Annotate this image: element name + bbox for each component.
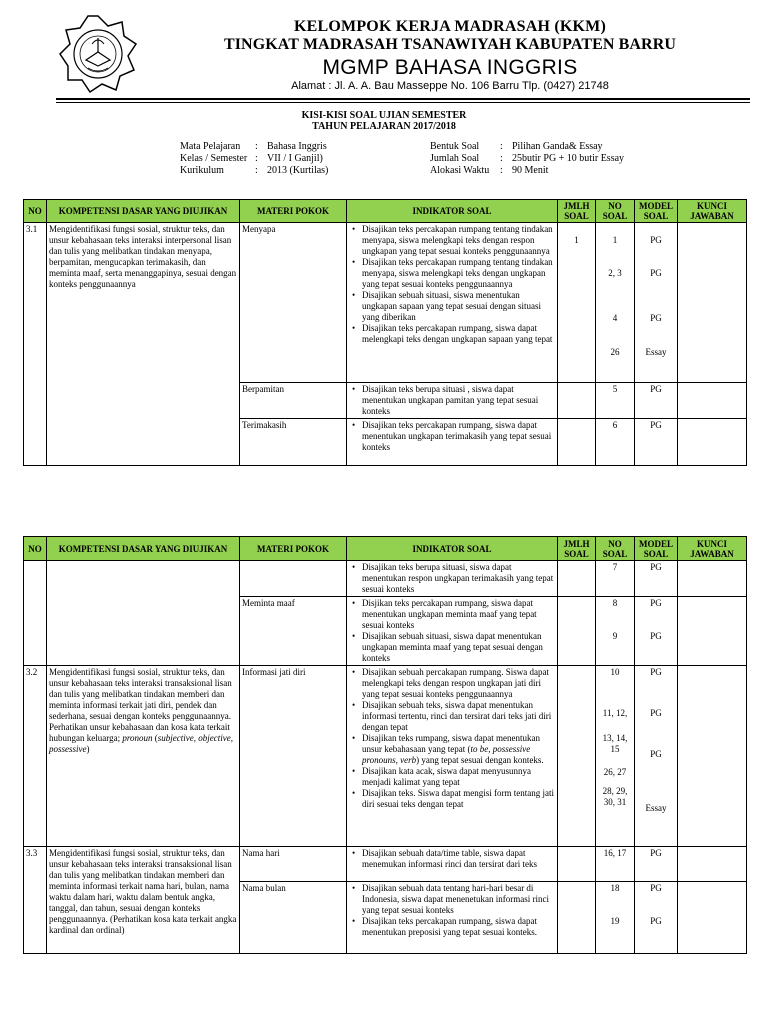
materi-cell: Nama bulan xyxy=(240,882,347,954)
indikator-item: • Disajikan teks berupa situasi, siswa dapat menentukan respon ungkapan terimakasih yang tepat sesuai konteks xyxy=(349,562,555,595)
kd-number: 3.2 xyxy=(24,666,47,847)
meta-key: Mata Pelajaran xyxy=(180,141,241,152)
col-header-kd: KOMPETENSI DASAR YANG DIUJIKAN xyxy=(47,537,240,561)
model-value: PG xyxy=(650,313,662,323)
kunci-cell xyxy=(678,223,747,383)
indikator-item: • Disjikan teks percakapan rumpang, siswa dapat menentukan ungkapan meminta maaf yang tepat sesuai konteks xyxy=(349,598,555,631)
col-header-materi: MATERI POKOK xyxy=(240,200,347,223)
indikator-item: • Disajikan sebuah data tentang hari-hari besar di Indonesia, siswa dapat menenetukan informasi rinci yang tepat sesuai konteks xyxy=(349,883,555,916)
model-value: PG xyxy=(650,708,662,718)
meta-value: 2013 (Kurtilas) xyxy=(267,165,329,176)
nosoal-cell: 7 xyxy=(596,561,635,597)
col-header-jmlh: JMLH SOAL xyxy=(558,200,596,223)
table-header-row xyxy=(24,200,747,223)
letterhead xyxy=(0,0,768,100)
meta-row: Jumlah Soal : 25butir PG + 10 butir Essay xyxy=(430,153,625,164)
indikator-item: • Disajikan teks percakapan rumpang tentang tindakan menyapa, siswa melengkapi teks dengan ungkapan yang tepat sesuai konteks penggunaannya xyxy=(349,257,555,290)
meta-right xyxy=(430,141,624,177)
model-cell: PG xyxy=(635,383,678,419)
meta-row: Alokasi Waktu : 90 Menit xyxy=(430,165,549,176)
meta-value: Bahasa Inggris xyxy=(267,141,327,152)
madrasah-emblem-icon xyxy=(58,14,138,94)
materi-cell: Terimakasih xyxy=(240,419,347,466)
model-value: PG xyxy=(650,883,662,893)
indikator-item: • Disajikan sebuah situasi, siswa menentukan ungkapan sapaan yang tepat sesuai dengan situasi yang diberikan xyxy=(349,290,555,323)
nosoal-value: 4 xyxy=(612,313,618,323)
nosoal-value: 10 xyxy=(610,667,620,677)
nosoal-value: 9 xyxy=(612,631,618,641)
nosoal-cell xyxy=(596,666,635,847)
model-value: PG xyxy=(650,631,662,641)
indikator-item: • Disajikan kata acak, siswa dapat menyusunnya menjadi kalimat yang tepat xyxy=(349,766,555,788)
indikator-item: • Disajikan teks percakapan rumpang, siswa dapat menentukan preposisi yang tepat sesuai konteks. xyxy=(349,916,555,938)
jmlh-cell xyxy=(558,847,596,882)
kunci-cell xyxy=(678,597,747,666)
col-header-indikator: INDIKATOR SOAL xyxy=(347,537,558,561)
model-cell xyxy=(635,882,678,954)
jmlh-cell xyxy=(558,383,596,419)
kunci-cell xyxy=(678,666,747,847)
kunci-cell xyxy=(678,847,747,882)
indikator-cell xyxy=(347,419,558,466)
materi-cell: Meminta maaf xyxy=(240,597,347,666)
header-district: TINGKAT MADRASAH TSANAWIYAH KABUPATEN BARRU xyxy=(223,36,677,53)
kd-text xyxy=(47,561,240,666)
nosoal-value: 2, 3 xyxy=(608,268,622,278)
materi-cell: Menyapa xyxy=(240,223,347,383)
jmlh-cell: 1 xyxy=(558,223,596,383)
table-row xyxy=(24,666,747,847)
col-header-no: NO xyxy=(24,537,47,561)
document-year: TAHUN PELAJARAN 2017/2018 xyxy=(312,121,456,132)
indikator-cell xyxy=(347,561,558,597)
meta-key: Jumlah Soal xyxy=(430,153,480,164)
nosoal-value: 1 xyxy=(612,235,618,245)
table-header-row xyxy=(24,537,747,561)
nosoal-cell xyxy=(596,223,635,383)
meta-value: 25butir PG + 10 butir Essay xyxy=(512,153,625,164)
kd-text: Mengidentifikasi fungsi sosial, struktur teks, dan unsur kebahasaan teks interaksi interpersonal lisan dan tulis yang melibatkan tindakan menyapa, berpamitan, mengucapkan terimakasih, dan meminta maaf, serta menanggapinya, sesuai dengan konteks penggunaannya xyxy=(47,223,240,466)
jmlh-cell xyxy=(558,597,596,666)
meta-row: Kurikulum : 2013 (Kurtilas) xyxy=(180,165,329,176)
materi-cell xyxy=(240,561,347,597)
kd-number: 3.1 xyxy=(24,223,47,466)
col-header-materi: MATERI POKOK xyxy=(240,537,347,561)
meta-left xyxy=(180,141,328,177)
col-header-no: NO xyxy=(24,200,47,223)
meta-row: Bentuk Soal : Pilihan Ganda& Essay xyxy=(430,141,603,152)
indikator-item: • Disajikan sebuah situasi, siswa dapat menentukan ungkapan meminta maaf yang tepat sesuai dengan konteks xyxy=(349,631,555,664)
col-header-model: MODEL SOAL xyxy=(635,200,678,223)
indikator-cell xyxy=(347,847,558,882)
model-value: PG xyxy=(650,268,662,278)
meta-row: Kelas / Semester : VII / I Ganjil) xyxy=(180,153,323,164)
kunci-cell xyxy=(678,561,747,597)
meta-row: Mata Pelajaran : Bahasa Inggris xyxy=(180,141,327,152)
kisi-kisi-table-2 xyxy=(23,536,747,954)
col-header-model: MODEL SOAL xyxy=(635,537,678,561)
model-cell xyxy=(635,597,678,666)
nosoal-value: 26 xyxy=(610,347,620,357)
indikator-item: • Disajikan sebuah data/time table, siswa dapat menemukan informasi rinci dan tersirat dari teks xyxy=(349,848,555,870)
model-cell: PG xyxy=(635,419,678,466)
col-header-nosoal: NO SOAL xyxy=(596,537,635,561)
indikator-cell xyxy=(347,383,558,419)
col-header-kunci: KUNCI JAWABAN xyxy=(678,537,747,561)
meta-value: 90 Menit xyxy=(512,165,549,176)
indikator-item: • Disajikan teks rumpang, siswa dapat menentukan unsur kebahasaan yang tepat (to be, possessive pronouns, verb) yang tepat sesuai dengan konteks. xyxy=(349,733,555,766)
model-value: PG xyxy=(650,916,662,926)
meta-value: Pilihan Ganda& Essay xyxy=(512,141,603,152)
model-value: PG xyxy=(650,598,662,608)
jmlh-cell xyxy=(558,882,596,954)
kunci-cell xyxy=(678,882,747,954)
indikator-cell xyxy=(347,597,558,666)
table-row xyxy=(24,561,747,597)
model-value: PG xyxy=(650,667,662,677)
col-header-indikator: INDIKATOR SOAL xyxy=(347,200,558,223)
model-value: Essay xyxy=(645,803,667,813)
nosoal-value: 19 xyxy=(610,916,620,926)
kd-text: Mengidentifikasi fungsi sosial, struktur teks, dan unsur kebahasaan teks interaksi transaksional lisan dan tulis yang melibatkan tindakan memberi dan meminta informasi terkait nama hari, bulan, nama waktu dalam hari, waktu dalam bentuk angka, tanggal, dan tahun, sesuai dengan konteks penggunaannya. (Perhatikan kosa kata terkait angka kardinal dan ordinal) xyxy=(47,847,240,954)
jmlh-cell xyxy=(558,561,596,597)
header-mgmp: MGMP BAHASA INGGRIS xyxy=(322,56,578,79)
materi-cell: Nama hari xyxy=(240,847,347,882)
header-divider xyxy=(56,98,750,100)
indikator-item: • Disajikan sebuah percakapan rumpang. Siswa dapat melengkapi teks dengan respon ungkapan jati diri yang tepat sesuai konteks penggunaannya xyxy=(349,667,555,700)
kd-number xyxy=(24,561,47,666)
document-title: KISI-KISI SOAL UJIAN SEMESTER xyxy=(301,110,467,121)
meta-key: Alokasi Waktu xyxy=(430,165,490,176)
nosoal-cell: 6 xyxy=(596,419,635,466)
header-kkm: KELOMPOK KERJA MADRASAH (KKM) xyxy=(293,18,606,35)
jmlh-cell xyxy=(558,666,596,847)
col-header-nosoal: NO SOAL xyxy=(596,200,635,223)
header-address: Alamat : Jl. A. A. Bau Masseppe No. 106 Barru Tlp. (0427) 21748 xyxy=(291,80,609,92)
indikator-cell xyxy=(347,666,558,847)
col-header-jmlh: JMLH SOAL xyxy=(558,537,596,561)
indikator-cell xyxy=(347,882,558,954)
jmlh-cell xyxy=(558,419,596,466)
meta-key: Kelas / Semester xyxy=(180,153,248,164)
indikator-item: • Disajikan teks berupa situasi , siswa dapat menentukan ungkapan pamitan yang tepat sesuai konteks xyxy=(349,384,555,417)
model-cell xyxy=(635,223,678,383)
nosoal-value: 13, 14, 15 xyxy=(602,733,628,754)
indikator-item: • Disajikan teks percakapan rumpang, siswa dapat melengkapi teks dengan ungkapan sapaan yang tepat xyxy=(349,323,555,345)
meta-key: Bentuk Soal xyxy=(430,141,480,152)
meta-key: Kurikulum xyxy=(180,165,224,176)
nosoal-cell: 16, 17 xyxy=(596,847,635,882)
meta-value: VII / I Ganjil) xyxy=(267,153,323,164)
indikator-item: • Disajikan teks percakapan rumpang, siswa dapat menentukan ungkapan terimakasih yang tepat sesuai konteks xyxy=(349,420,555,453)
model-value: PG xyxy=(650,749,662,759)
nosoal-value: 8 xyxy=(612,598,618,608)
nosoal-value: 11, 12, xyxy=(602,708,628,718)
kunci-cell xyxy=(678,419,747,466)
nosoal-value: 26, 27 xyxy=(603,767,627,777)
materi-cell: Berpamitan xyxy=(240,383,347,419)
kunci-cell xyxy=(678,383,747,419)
nosoal-cell: 5 xyxy=(596,383,635,419)
model-cell xyxy=(635,666,678,847)
table-row xyxy=(24,223,747,383)
indikator-cell xyxy=(347,223,558,383)
model-value: Essay xyxy=(645,347,667,357)
indikator-item: • Disajikan teks. Siswa dapat mengisi form tentang jati diri sesuai teks dengan tepat xyxy=(349,788,555,810)
indikator-item: • Disajikan teks percakapan rumpang tentang tindakan menyapa, siswa melengkapi teks dengan respon ungkapan yang tepat sesuai konteks penggunaannya xyxy=(349,224,555,257)
col-header-kunci: KUNCI JAWABAN xyxy=(678,200,747,223)
nosoal-cell xyxy=(596,597,635,666)
indikator-item: • Disajikan sebuah teks, siswa dapat menentukan informasi tertentu, rinci dan tersirat dari teks jati diri dengan tepat xyxy=(349,700,555,733)
kd-number: 3.3 xyxy=(24,847,47,954)
materi-cell: Informasi jati diri xyxy=(240,666,347,847)
col-header-kd: KOMPETENSI DASAR YANG DIUJIKAN xyxy=(47,200,240,223)
model-value: PG xyxy=(650,235,662,245)
table-row xyxy=(24,847,747,882)
kd-text: Mengidentifikasi fungsi sosial, struktur teks, dan unsur kebahasaan teks interaksi transaksional lisan dan tulis yang melibatkan tindakan memberi dan meminta informasi terkait jati diri, pendek dan sederhana, sesuai dengan konteks penggunaannya. Perhatikan unsur kebahasaan dan kosa kata terkait hubungan keluarga; pronoun (subjective, objective, possessive) xyxy=(47,666,240,847)
nosoal-cell xyxy=(596,882,635,954)
header-divider-thin xyxy=(56,102,750,103)
kisi-kisi-table-1 xyxy=(23,199,747,466)
model-cell: PG xyxy=(635,847,678,882)
nosoal-value: 18 xyxy=(610,883,620,893)
nosoal-value: 28, 29, 30, 31 xyxy=(602,786,628,807)
model-cell: PG xyxy=(635,561,678,597)
